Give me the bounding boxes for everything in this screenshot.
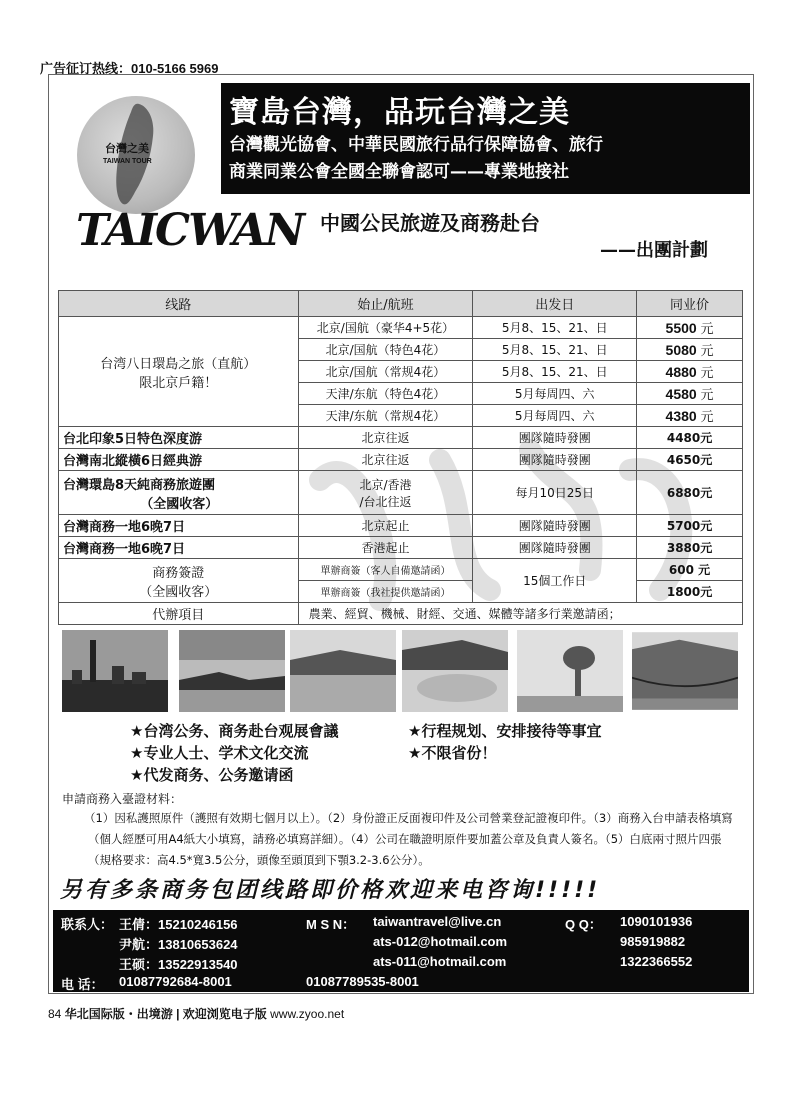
ad-hotline: 广告征订热线：010-5166 5969 [40, 61, 219, 76]
table-row [59, 537, 743, 559]
feature-row [130, 742, 601, 764]
table-row [59, 471, 743, 515]
price-cell [637, 405, 743, 427]
agency-detail: 農業、經貿、機械、財經、交通、媒體等諸多行業邀請函； [298, 603, 742, 625]
taiwan-brand-text: TAICWAN [76, 205, 304, 256]
header-price: 同业价 [637, 291, 743, 317]
price-cell: 4650元 [637, 449, 743, 471]
route-cell: 代辦項目 [59, 603, 299, 625]
price-unit: 元 [700, 344, 714, 359]
flight-line: 北京/香港 [359, 477, 412, 492]
route-note: （全國收客） [139, 584, 218, 600]
route-cell: 台灣南北縱橫6日經典游 [59, 449, 299, 471]
contact-name: 王硕：13522913540 [119, 957, 238, 972]
price-unit: 元 [700, 322, 714, 337]
date-cell: 5月每周四、六 [473, 383, 637, 405]
logo-cn-text: 台灣之美 [105, 142, 149, 155]
msn-account: ats-012@hotmail.com [373, 934, 508, 949]
price-cell: 1800元 [637, 581, 743, 603]
banner-title: 寶島台灣，品玩台灣之美 [229, 95, 570, 130]
price-value: 4380 [665, 408, 697, 424]
taiwan-brand-logo [76, 205, 304, 275]
table-row [59, 317, 743, 339]
taiwan-tour-logo [77, 96, 195, 214]
price-unit: 元 [700, 410, 714, 425]
photo-bay-view [402, 630, 508, 712]
price-cell [637, 361, 743, 383]
routes-table [58, 290, 743, 625]
banner-line-1: 台灣觀光協會、中華民國旅行品行保障協會、旅行 [229, 135, 603, 155]
phone-number: 01087792684-8001 [119, 974, 232, 989]
requirements-body: （1）因私護照原件（護照有效期七個月以上）。（2）身份證正反面複印件及公司營業登記證複印件。（3）商務入台申請表格填寫（個人經歷可用A4紙大小填寫，請務必填寫詳細）。（4）公司在職證明原件要加蓋公章及負責人簽名。（5）白底兩寸照片四張（規格要求：高4.5*寬3.5公分，頭像至頭頂到下顎3.2-3.6公分）。 [84, 811, 733, 867]
table-row [59, 449, 743, 471]
price-value: 5080 [665, 342, 697, 358]
route-cell: 台灣商務一地6晚7日 [59, 537, 299, 559]
route-name: 台灣環島8天純商務旅遊團 [63, 477, 216, 493]
header-route: 线路 [59, 291, 299, 317]
date-cell: 每月10日25日 [473, 471, 637, 515]
flight-line: /台北往返 [359, 494, 412, 509]
footer-tagline: 欢迎浏览电子版 [182, 1007, 267, 1021]
date-cell: 團隊隨時發團 [473, 449, 637, 471]
price-cell: 4480元 [637, 427, 743, 449]
price-cell: 6880元 [637, 471, 743, 515]
qq-number: 1090101936 [620, 914, 693, 929]
msn-account: taiwantravel@live.cn [373, 914, 502, 929]
price-value: 5500 [665, 320, 697, 336]
flight-cell: 北京往返 [298, 427, 473, 449]
table-row [59, 559, 743, 581]
price-cell: 3880元 [637, 537, 743, 559]
flight-cell: 單辦商簽（客人自備邀請函） [298, 559, 473, 581]
qq-number: 1322366552 [620, 954, 693, 969]
route-cell: 台灣商務一地6晚7日 [59, 515, 299, 537]
phone-label: 电 话： [61, 977, 104, 992]
date-cell: 5月8、15、21、日 [473, 361, 637, 383]
header-flight: 始止/航班 [298, 291, 473, 317]
flight-cell: 北京/国航（豪华4+5花） [298, 317, 473, 339]
date-cell: 15個工作日 [473, 559, 637, 603]
flight-cell: 北京/国航（常规4花） [298, 361, 473, 383]
route-name: 商務簽證 [152, 565, 205, 581]
table-header-row [59, 291, 743, 317]
price-cell: 5700元 [637, 515, 743, 537]
price-cell: 600 元 [637, 559, 743, 581]
date-cell: 團隊隨時發團 [473, 515, 637, 537]
phone-number: 01087789535-8001 [306, 974, 419, 989]
feature-row [130, 720, 601, 742]
date-cell: 團隊隨時發團 [473, 537, 637, 559]
photo-strip [62, 630, 744, 712]
table-row [59, 603, 743, 625]
photo-sunset-lake [179, 630, 285, 712]
price-cell [637, 317, 743, 339]
footer-separator: | [176, 1007, 180, 1021]
route-name: 台湾八日環島之旅（直航） [100, 356, 257, 372]
route-cell [59, 559, 299, 603]
contacts-bar [53, 910, 749, 992]
feature-item: ★不限省份！ [408, 744, 497, 762]
table-row [59, 427, 743, 449]
msn-account: ats-011@hotmail.com [373, 954, 507, 969]
feature-item: ★行程规划、安排接待等事宜 [408, 722, 602, 740]
footer-url: www.zyoo.net [270, 1007, 345, 1021]
requirements-title: 申請商務入臺證材料： [62, 792, 183, 806]
price-cell [637, 383, 743, 405]
price-value: 4580 [665, 386, 697, 402]
qq-number: 985919882 [620, 934, 686, 949]
route-cell [59, 471, 299, 515]
page-number: 84 [48, 1007, 62, 1021]
header-banner [221, 83, 750, 194]
flight-cell: 北京起止 [298, 515, 473, 537]
photo-suspension-bridge [632, 630, 738, 712]
page-footer [48, 1005, 344, 1022]
flight-cell: 北京/国航（特色4花） [298, 339, 473, 361]
table-row [59, 515, 743, 537]
header-date: 出发日 [473, 291, 637, 317]
date-cell: 5月8、15、21、日 [473, 317, 637, 339]
feature-item: ★代发商务、公务邀请函 [130, 766, 294, 784]
flight-cell: 天津/东航（特色4花） [298, 383, 473, 405]
banner-line-2: 商業同業公會全國全聯會認可——專業地接社 [229, 162, 569, 182]
logo-en-text: TAIWAN TOUR [103, 158, 152, 165]
flight-cell: 香港起止 [298, 537, 473, 559]
date-cell: 5月每周四、六 [473, 405, 637, 427]
price-cell [637, 339, 743, 361]
price-value: 4880 [665, 364, 697, 380]
flight-cell: 單辦商簽（我社提供邀請函） [298, 581, 473, 603]
contact-name: 尹航：13810653624 [119, 937, 238, 952]
plan-subtitle: ——出團計劃 [600, 240, 708, 261]
date-cell: 團隊隨時發團 [473, 427, 637, 449]
service-features [130, 720, 601, 786]
contact-name: 王倩：15210246156 [119, 917, 238, 932]
slogan: 另有多条商务包团线路即价格欢迎来电咨询!!!!! [60, 878, 601, 903]
flight-cell: 天津/东航（常规4花） [298, 405, 473, 427]
route-note: （全國收客） [140, 496, 219, 512]
route-note: 限北京戶籍！ [139, 375, 218, 391]
route-cell [59, 317, 299, 427]
photo-queens-head-rock [517, 630, 623, 712]
feature-row [130, 764, 601, 786]
price-unit: 元 [700, 388, 714, 403]
footer-section: 华北国际版・出境游 [64, 1007, 173, 1021]
date-cell: 5月8、15、21、日 [473, 339, 637, 361]
msn-label: M S N： [306, 917, 356, 932]
photo-taipei-skyline [62, 630, 168, 712]
route-cell: 台北印象5日特色深度游 [59, 427, 299, 449]
qq-label: Q Q： [565, 917, 602, 932]
feature-item: ★台湾公务、商务赴台观展會議 [130, 722, 339, 740]
flight-cell: 北京往返 [298, 449, 473, 471]
flight-cell [298, 471, 473, 515]
plan-title: 中國公民旅遊及商務赴台 [320, 211, 540, 235]
photo-sun-moon-lake [290, 630, 396, 712]
contact-label: 联系人： [61, 917, 114, 932]
price-unit: 元 [700, 366, 714, 381]
feature-item: ★专业人士、学术文化交流 [130, 744, 309, 762]
